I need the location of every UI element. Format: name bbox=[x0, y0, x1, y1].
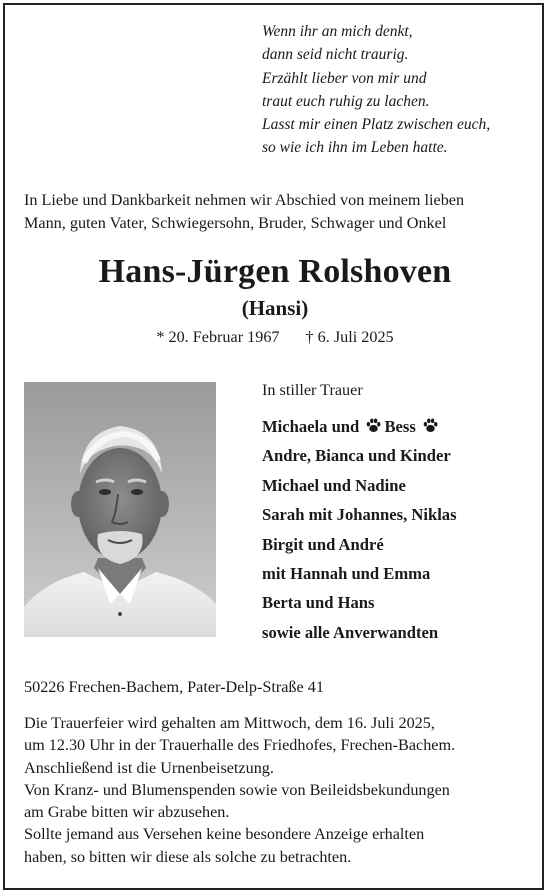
mourner-line bbox=[262, 412, 457, 441]
notice-line: Sollte jemand aus Versehen keine besondere Anzeige erhalten bbox=[24, 825, 425, 844]
poem-line: Erzählt lieber von mir und bbox=[262, 69, 427, 87]
address: 50226 Frechen-Bachem, Pater-Delp-Straße 41 bbox=[24, 678, 324, 696]
mourner-line: mit Hannah und Emma bbox=[262, 564, 431, 584]
funeral-notice bbox=[24, 712, 534, 868]
mourning-label: In stiller Trauer bbox=[262, 381, 363, 399]
intro-line: In Liebe und Dankbarkeit nehmen wir Abschied von meinem lieben bbox=[24, 191, 465, 209]
paw-print-icon bbox=[422, 414, 439, 431]
poem-line: Wenn ihr an mich denkt, bbox=[262, 23, 413, 40]
poem bbox=[262, 20, 490, 160]
portrait-photo bbox=[24, 382, 216, 637]
poem-line: traut euch ruhig zu lachen. bbox=[262, 92, 430, 110]
notice-line: Von Kranz- und Blumenspenden sowie von Beileidsbekundungen bbox=[24, 780, 450, 799]
paw-print-icon bbox=[365, 414, 382, 431]
life-dates bbox=[0, 326, 550, 348]
mourner-line: Sarah mit Johannes, Niklas bbox=[262, 505, 457, 525]
intro-text bbox=[24, 189, 529, 235]
notice-line: um 12.30 Uhr in der Trauerhalle des Friedhofes, Frechen-Bachem. bbox=[24, 736, 456, 755]
intro-line: Mann, guten Vater, Schwiegersohn, Bruder, Schwager und Onkel bbox=[24, 214, 447, 232]
notice-line: Anschließend ist die Urnenbeisetzung. bbox=[24, 758, 274, 777]
deceased-nickname: (Hansi) bbox=[241, 296, 309, 320]
deceased-name: Hans-Jürgen Rolshoven bbox=[98, 253, 452, 290]
mourners-list bbox=[262, 412, 457, 647]
mourner-name: Michaela und bbox=[262, 417, 360, 436]
notice-line: am Grabe bitten wir abzusehen. bbox=[24, 803, 230, 822]
notice-line: Die Trauerfeier wird gehalten am Mittwoch, dem 16. Juli 2025, bbox=[24, 714, 435, 732]
birth-date: * 20. Februar 1967 bbox=[156, 328, 280, 346]
pet-name: Bess bbox=[384, 417, 416, 436]
death-date: † 6. Juli 2025 bbox=[305, 328, 394, 346]
mourner-line: Andre, Bianca und Kinder bbox=[262, 446, 451, 466]
mourner-line: Birgit und André bbox=[262, 534, 384, 554]
mourner-line: Berta und Hans bbox=[262, 593, 375, 613]
poem-line: Lasst mir einen Platz zwischen euch, bbox=[262, 116, 491, 134]
poem-line: so wie ich ihn im Leben hatte. bbox=[262, 139, 448, 157]
poem-line: dann seid nicht traurig. bbox=[262, 46, 409, 64]
mourner-line: Michael und Nadine bbox=[262, 475, 406, 495]
mourner-line: sowie alle Anverwandten bbox=[262, 622, 439, 642]
notice-line: haben, so bitten wir diese als solche zu betrachten. bbox=[24, 847, 352, 866]
